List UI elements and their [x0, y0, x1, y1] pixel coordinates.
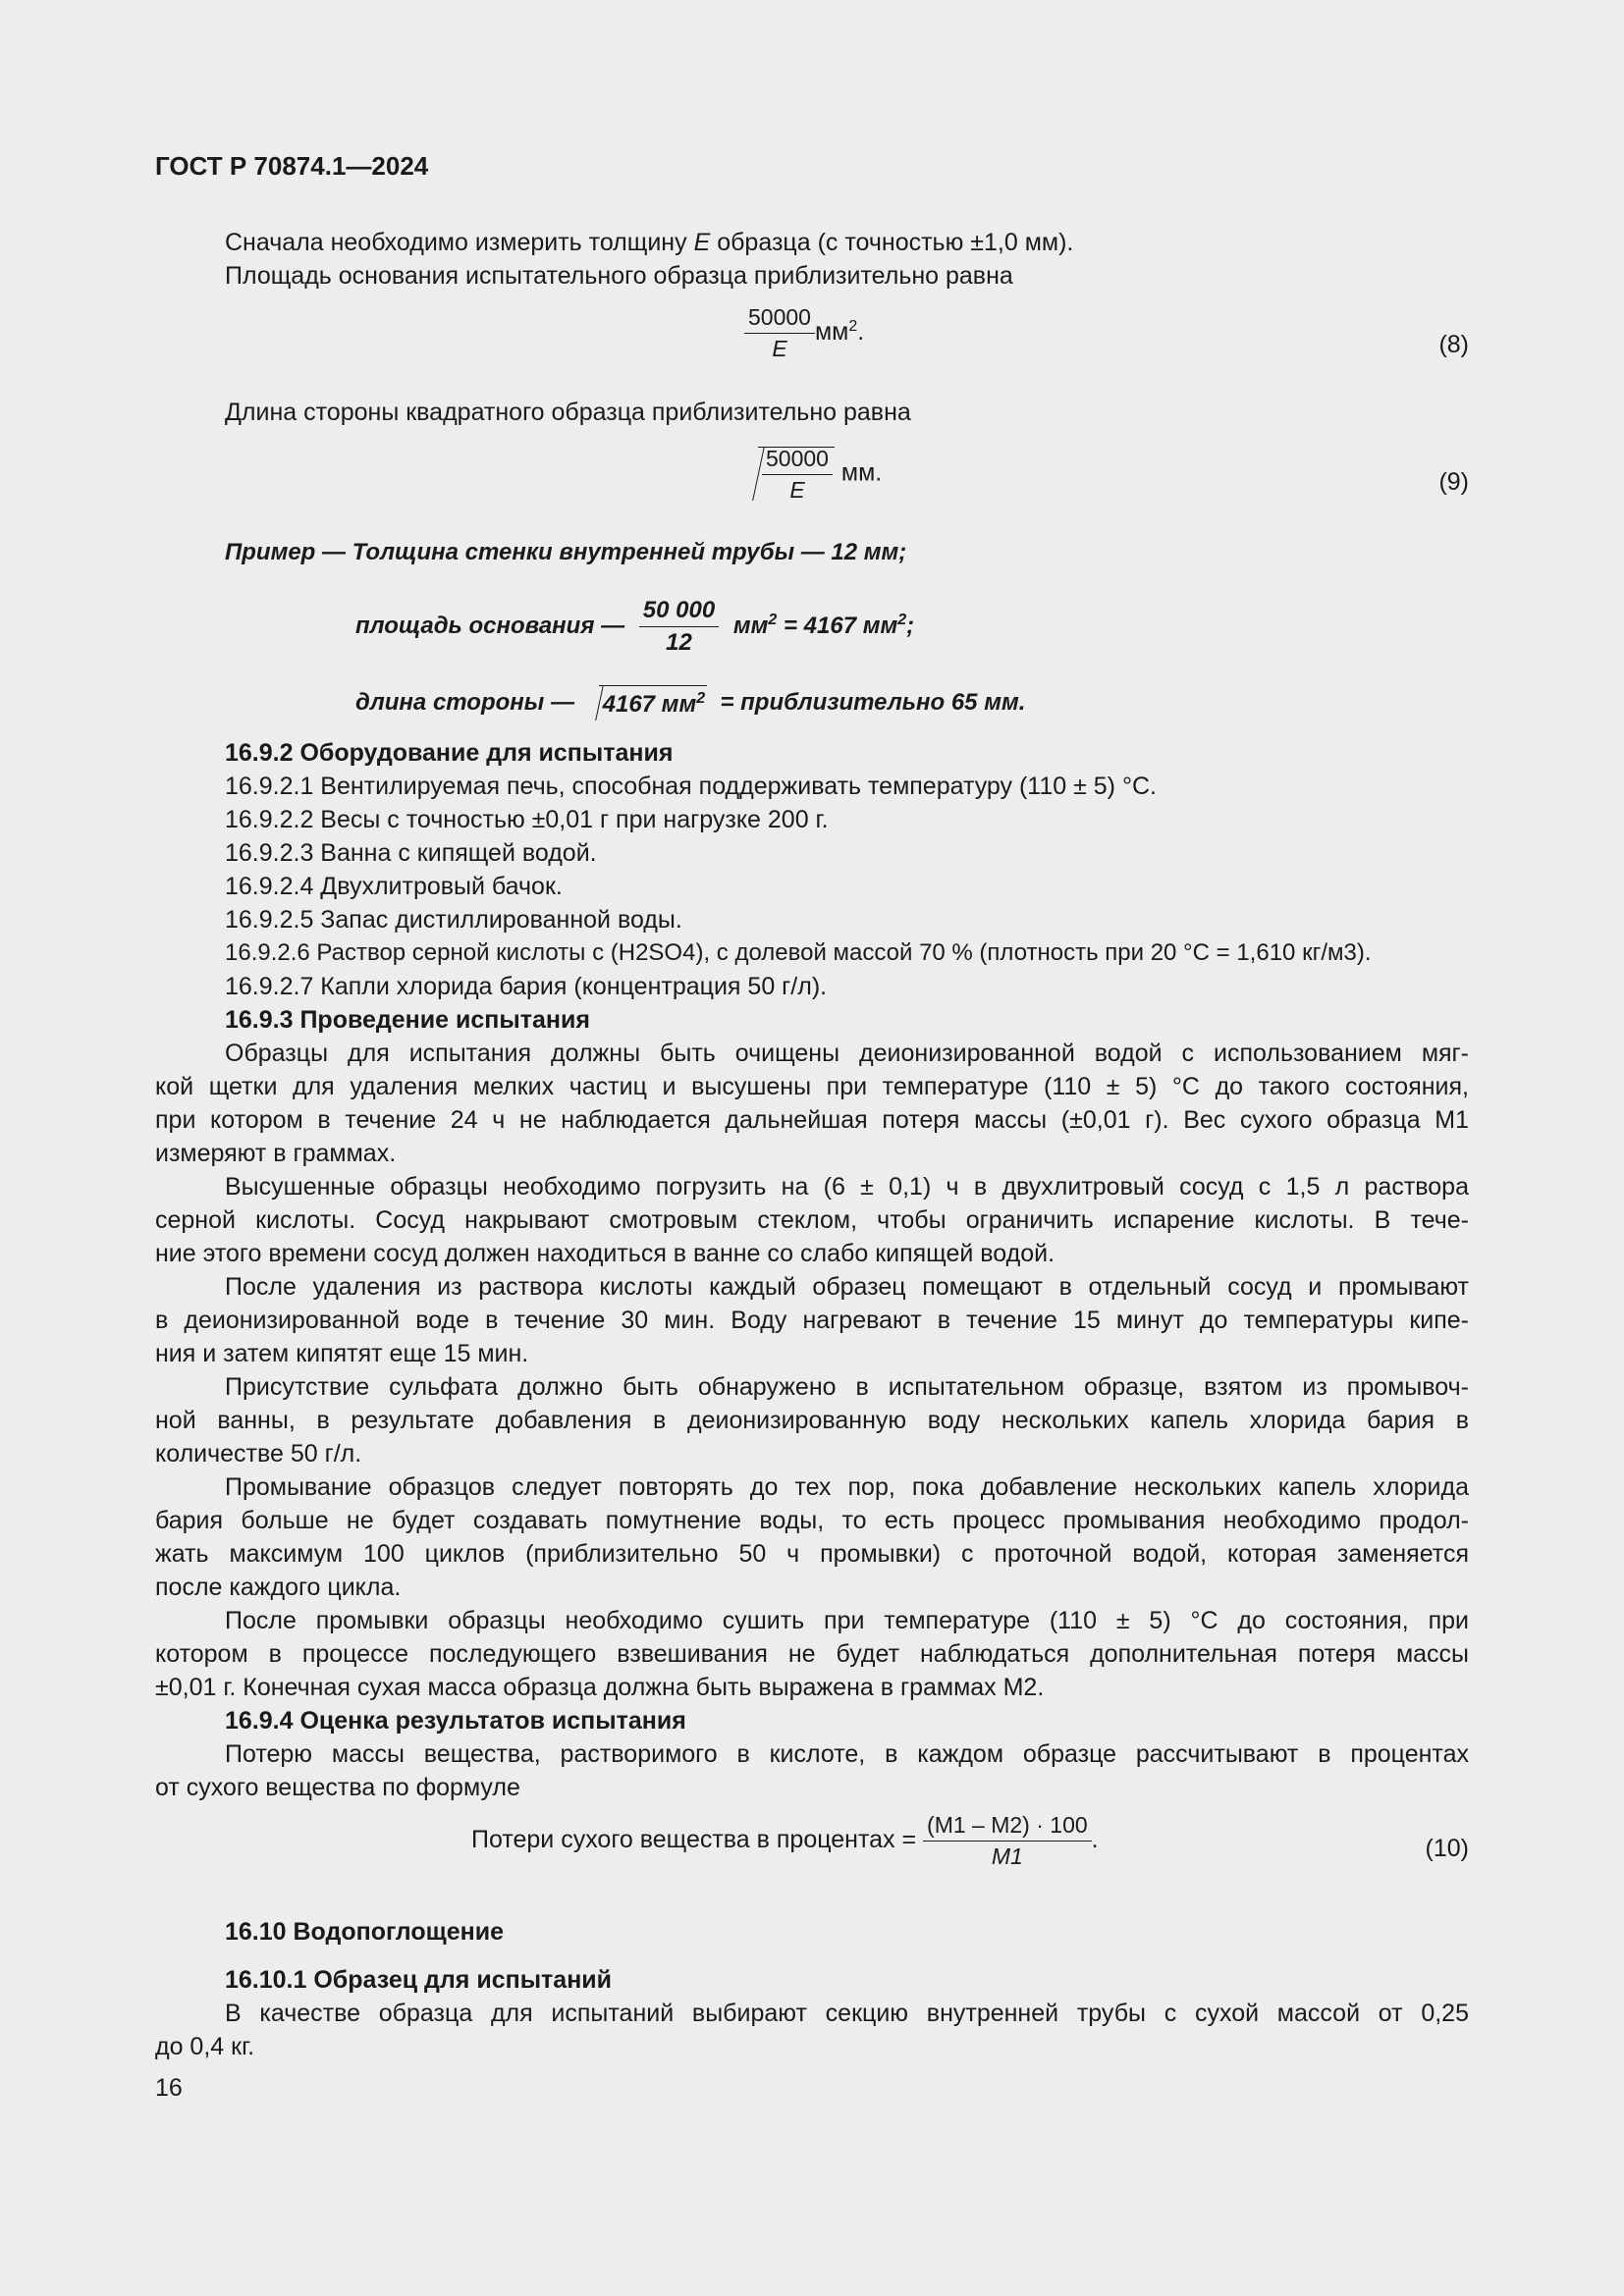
paragraph-line: ±0,01 г. Конечная сухая масса образца должна быть выражена в граммах M2.: [155, 1674, 1045, 1701]
paragraph-line: кой щетки для удаления мелких частиц и высушены при температуре (110 ± 5) °С до такого состояния,: [155, 1073, 1469, 1100]
paragraph-line: количестве 50 г/л.: [155, 1440, 362, 1468]
intro-line-3: Длина стороны квадратного образца приблизительно равна: [225, 399, 911, 426]
page-number: 16: [155, 2074, 183, 2102]
equation-number-8: (8): [1438, 331, 1469, 358]
formula-10-numerator: (M1 – M2) · 100: [923, 1814, 1092, 1842]
formula-9-denominator: E: [789, 477, 805, 503]
example-side-label: длина стороны —: [355, 688, 574, 716]
paragraph-line: ние этого времени сосуд должен находиться в ванне со слабо кипящей водой.: [155, 1240, 1056, 1267]
paragraph-line: жать максимум 100 циклов (приблизительно 50 ч промывки) с проточной водой, которая заменяется: [155, 1540, 1469, 1568]
paragraph-line: ной ванны, в результате добавления в деионизированную воду нескольких капель хлорида бария в: [155, 1407, 1469, 1434]
item-16-9-2-3: 16.9.2.3 Ванна с кипящей водой.: [225, 839, 597, 867]
example-side-result: = приблизительно 65 мм.: [720, 688, 1026, 716]
item-16-9-2-4: 16.9.2.4 Двухлитровый бачок.: [225, 873, 563, 900]
paragraph-line: бария больше не будет создавать помутнение воды, то есть процесс промывания необходимо продол-: [155, 1507, 1469, 1534]
paragraph-line: После промывки образцы необходимо сушить при температуре (110 ± 5) °С до состояния, при: [225, 1607, 1469, 1634]
item-16-9-2-2: 16.9.2.2 Весы с точностью ±0,01 г при нагрузке 200 г.: [225, 806, 829, 833]
paragraph-line: После удаления из раствора кислоты каждый образец помещают в отдельный сосуд и промывают: [225, 1273, 1469, 1301]
paragraph-line: при котором в течение 24 ч не наблюдается дальнейшая потеря массы (±0,01 г). Вес сухого образца M1: [155, 1106, 1469, 1134]
equation-number-9: (9): [1438, 468, 1469, 496]
paragraph-line: измеряют в граммах.: [155, 1140, 397, 1167]
paragraph-line: Образцы для испытания должны быть очищены деионизированной водой с использованием мяг-: [225, 1040, 1469, 1067]
intro-line-1: Сначала необходимо измерить толщину E образца (с точностью ±1,0 мм).: [225, 229, 1074, 256]
item-16-9-2-6: 16.9.2.6 Раствор серной кислоты c (H2SO4), с долевой массой 70 % (плотность при 20 °С = 1,610 кг/м3).: [225, 939, 1372, 966]
paragraph-line: после каждого цикла.: [155, 1574, 402, 1601]
formula-8-unit: мм: [814, 318, 849, 347]
paragraph-line: Промывание образцов следует повторять до тех пор, пока добавление нескольких капель хлорида: [225, 1473, 1469, 1501]
running-header: ГОСТ Р 70874.1—2024: [155, 151, 429, 181]
paragraph-line: котором в процессе последующего взвешивания не будет наблюдаться дополнительная потеря массы: [155, 1640, 1469, 1668]
formula-9: [740, 447, 882, 502]
paragraph-line: Присутствие сульфата должно быть обнаружено в испытательном образце, взятом из промывоч-: [225, 1373, 1469, 1401]
example-area-numerator: 50 000: [639, 599, 719, 627]
formula-8-denominator: E: [772, 336, 787, 361]
paragraph-line: серной кислоты. Сосуд накрывают смотровым стеклом, чтобы ограничить испарение кислоты. В тече-: [155, 1206, 1469, 1234]
paragraph-line: В качестве образца для испытаний выбирают секцию внутренней трубы с сухой массой от 0,25: [225, 2000, 1469, 2027]
example-side: длина стороны — 4167 $мм^2$ = приблизительно 65 мм.: [355, 685, 1025, 721]
intro-line-2: Площадь основания испытательного образца приблизительно равна: [225, 262, 1013, 290]
item-16-9-2-1: 16.9.2.1 Вентилируемая печь, способная поддерживать температуру (110 ± 5) °С.: [225, 773, 1157, 800]
section-16-9-4-title: 16.9.4 Оценка результатов испытания: [225, 1707, 686, 1735]
paragraph-line: до 0,4 кг.: [155, 2033, 255, 2060]
section-16-10-title: 16.10 Водопоглощение: [225, 1918, 504, 1946]
formula-8-numerator: 50000: [744, 306, 815, 334]
example-area: площадь основания — $\frac{50 000}{12}$ $мм^2 = 4167$ $мм^2$;: [355, 597, 915, 656]
paragraph-line: Потерю массы вещества, растворимого в кислоте, в каждом образце рассчитывают в процентах: [225, 1740, 1469, 1768]
item-16-9-2-5: 16.9.2.5 Запас дистиллированной воды.: [225, 906, 682, 934]
formula-9-numerator: 50000: [762, 448, 833, 475]
formula-9-unit: мм.: [840, 458, 883, 487]
section-16-9-2-title: 16.9.2 Оборудование для испытания: [225, 739, 674, 767]
paragraph-line: в деионизированной воде в течение 30 мин. Воду нагревают в течение 15 минут до температуры кипе-: [155, 1307, 1469, 1334]
paragraph-line: от сухого вещества по формуле: [155, 1774, 520, 1801]
formula-10: Потери сухого вещества в процентах = $\frac{(M1 - M2) \cdot 100}{M1}$ .: [471, 1812, 1099, 1869]
example-area-label: площадь основания —: [355, 612, 625, 639]
formula-10-label: Потери сухого вещества в процентах =: [471, 1826, 917, 1854]
equation-number-10: (10): [1425, 1835, 1469, 1862]
formula-8: $\frac{50000}{E}$ $мм^2$.: [744, 306, 864, 360]
example-line-1: Пример — Толщина стенки внутренней трубы — 12 мм;: [225, 539, 907, 565]
example-area-denominator: 12: [666, 629, 692, 656]
example-area-result: = 4167 мм: [783, 612, 898, 639]
paragraph-line: Высушенные образцы необходимо погрузить на (6 ± 0,1) ч в двухлитровый сосуд с 1,5 л раствора: [225, 1173, 1469, 1201]
formula-10-denominator: M1: [991, 1843, 1023, 1869]
item-16-9-2-7: 16.9.2.7 Капли хлорида бария (концентрация 50 г/л).: [225, 973, 828, 1000]
example-side-root: 4167 мм: [602, 691, 697, 718]
section-16-10-1-title: 16.10.1 Образец для испытаний: [225, 1966, 613, 1994]
section-16-9-3-title: 16.9.3 Проведение испытания: [225, 1006, 590, 1034]
paragraph-line: ния и затем кипятят еще 15 мин.: [155, 1340, 529, 1367]
